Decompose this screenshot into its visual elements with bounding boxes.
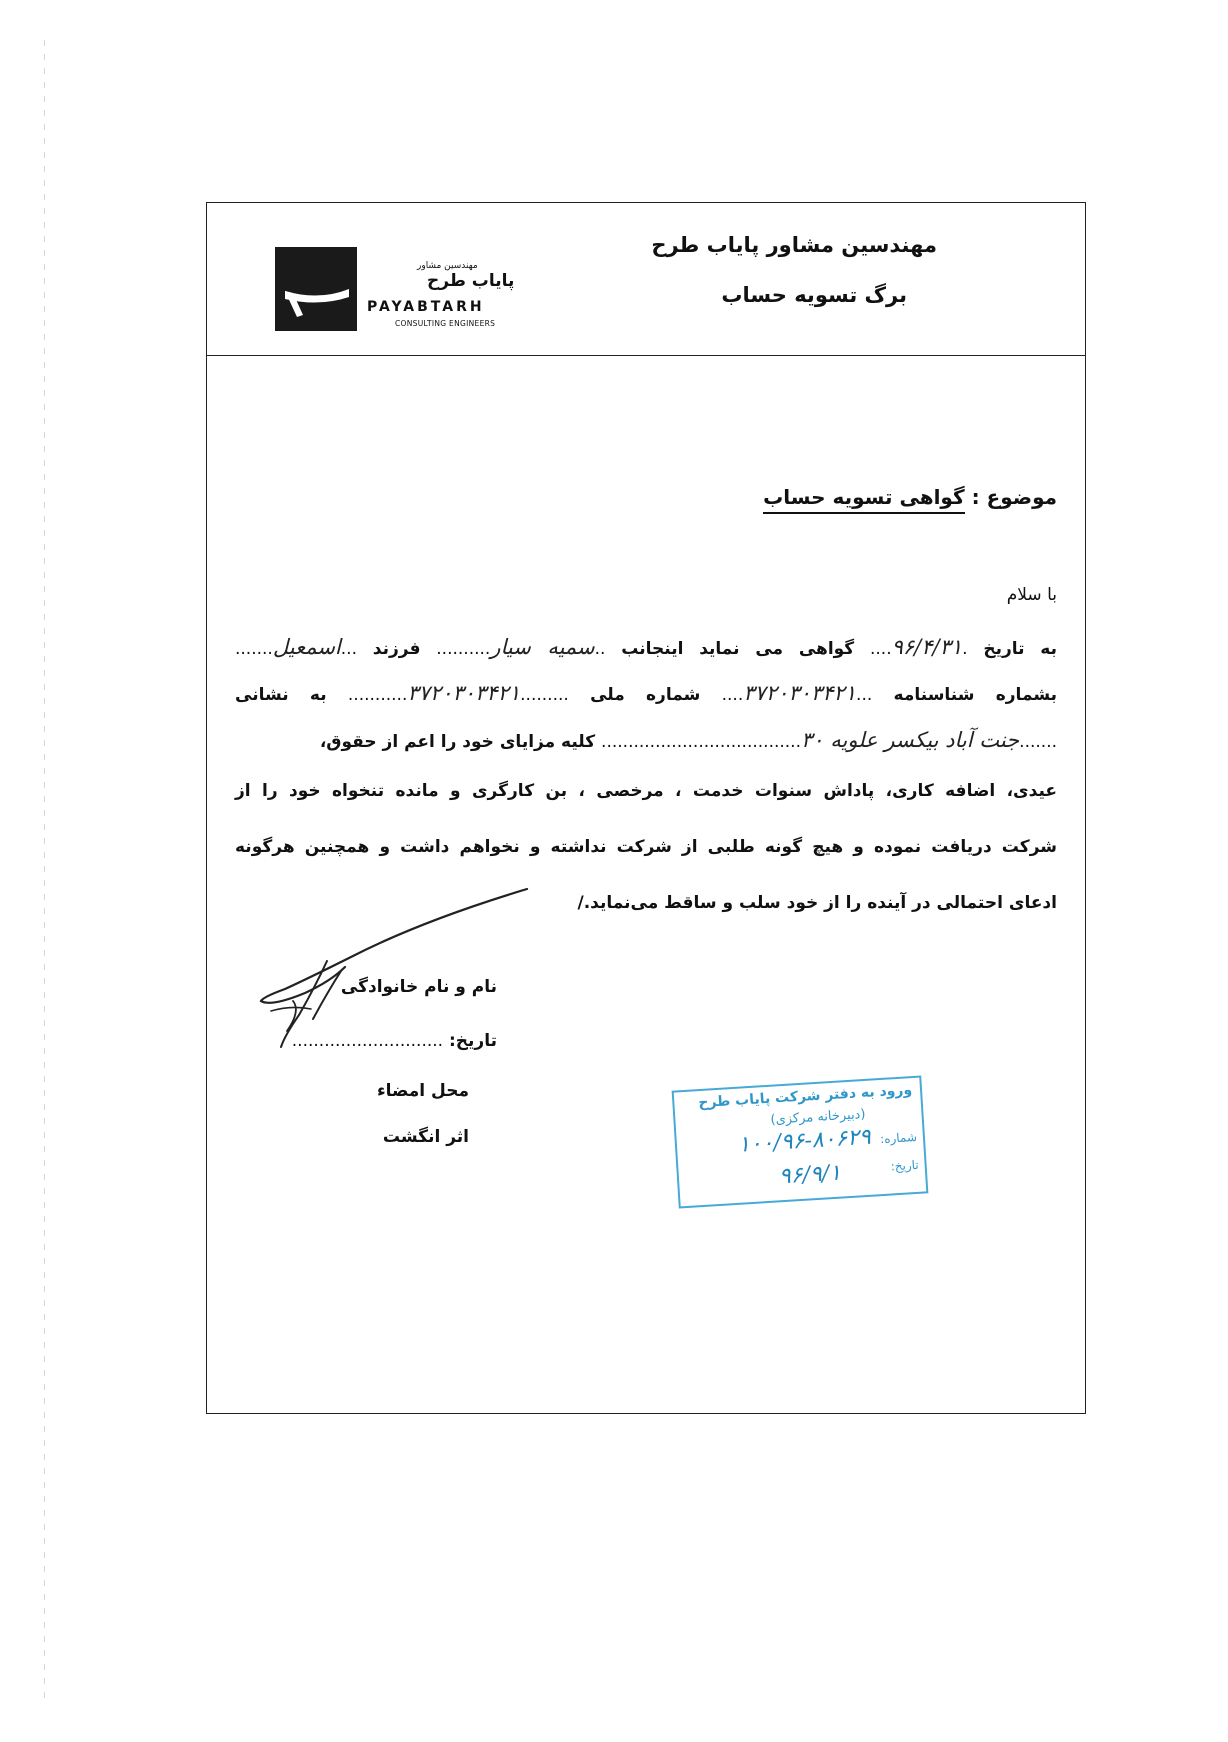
dots: ... — [856, 685, 873, 705]
name-label: نام و نام خانوادگی — [340, 977, 497, 997]
dots: ... — [340, 639, 357, 659]
logo-en-name: PAYABTARH — [367, 299, 485, 315]
stamp-number-label: شماره: — [879, 1129, 918, 1147]
date-label: تاریخ: — [449, 1031, 497, 1051]
logo-mark-icon — [275, 247, 357, 331]
dots: .. — [594, 639, 606, 659]
subject-value: گواهی تسویه حساب — [763, 485, 964, 514]
dots: ..................................... — [601, 732, 801, 752]
logo-fa-small: مهندسین مشاور — [417, 261, 478, 271]
text-certify: گواهی می نماید اینجانب — [621, 639, 855, 659]
dots: ....... — [1019, 732, 1057, 752]
dots: ............................ — [291, 1031, 444, 1051]
stamp-date-value: ۹۶/۹/۱ — [778, 1160, 842, 1190]
stamp-number-value: ۱۰۰/۹۶-۸۰۶۲۹ — [737, 1124, 872, 1158]
clearance-form — [206, 202, 1086, 1414]
company-name: مهندسین مشاور پایاب طرح — [651, 233, 937, 257]
body-line-3 — [235, 728, 1057, 752]
handwritten-national-id: ۳۷۲۰۳۰۳۴۲۱ — [407, 681, 521, 705]
greeting: با سلام — [1006, 585, 1057, 605]
handwritten-address: جنت آباد بیکسر علویه ۳۰ — [801, 728, 1020, 752]
dots: .... — [721, 685, 744, 705]
dots: . — [962, 639, 968, 659]
text-child-of: فرزند — [372, 639, 421, 659]
logo-en-subtitle: CONSULTING ENGINEERS — [395, 319, 496, 328]
handwritten-id-number: ۳۷۲۰۳۰۳۴۲۱ — [743, 681, 857, 705]
stamp-subtitle: (دبیرخانه مرکزی) — [770, 1106, 866, 1128]
body-line-4: عیدی، اضافه کاری، پاداش سنوات خدمت ، مرخصی ، بن کارگری و مانده تنخواه خود را از — [235, 781, 1057, 801]
form-header — [207, 203, 1085, 356]
dots: ....... — [235, 639, 273, 659]
text-benefits: کلیه مزایای خود را اعم از حقوق، — [319, 732, 596, 752]
form-title: برگ تسویه حساب — [721, 283, 907, 307]
subject-line — [763, 485, 1057, 509]
dots: .... — [869, 639, 892, 659]
entry-stamp — [672, 1075, 929, 1208]
handwritten-father: اسمعیل — [272, 635, 341, 659]
text-date-prefix: به تاریخ — [983, 639, 1058, 659]
scan-artifact-line — [44, 40, 45, 1700]
subject-label: موضوع : — [971, 485, 1057, 509]
stamp-title: ورود به دفتر شرکت پایاب طرح — [697, 1082, 913, 1112]
dots: ......... — [520, 685, 569, 705]
handwritten-date: ۹۶/۴/۳۱ — [891, 635, 963, 659]
handwritten-name: سمیه سیار — [490, 635, 595, 659]
body-line-1 — [235, 635, 1057, 659]
logo-fa-name: پایاب طرح — [427, 271, 515, 291]
body-line-6: ادعای احتمالی در آینده را از خود سلب و ساقط می‌نماید./ — [577, 893, 1057, 913]
stamp-date-label: تاریخ: — [890, 1157, 920, 1174]
signature-icon — [241, 879, 541, 1063]
dots: .......... — [436, 639, 491, 659]
text-national-id: شماره ملی — [590, 685, 701, 705]
fingerprint-label: اثر انگشت — [382, 1127, 469, 1147]
text-address-label: به نشانی — [235, 685, 327, 705]
company-logo — [275, 247, 535, 335]
dots: ........... — [347, 685, 408, 705]
body-line-5: شرکت دریافت نموده و هیچ گونه طلبی از شرکت نداشته و نخواهم داشت و همچنین هرگونه — [235, 837, 1057, 857]
body-line-2 — [235, 681, 1057, 705]
text-id-number: بشماره شناسنامه — [893, 685, 1058, 705]
sign-place-label: محل امضاء — [376, 1081, 469, 1101]
